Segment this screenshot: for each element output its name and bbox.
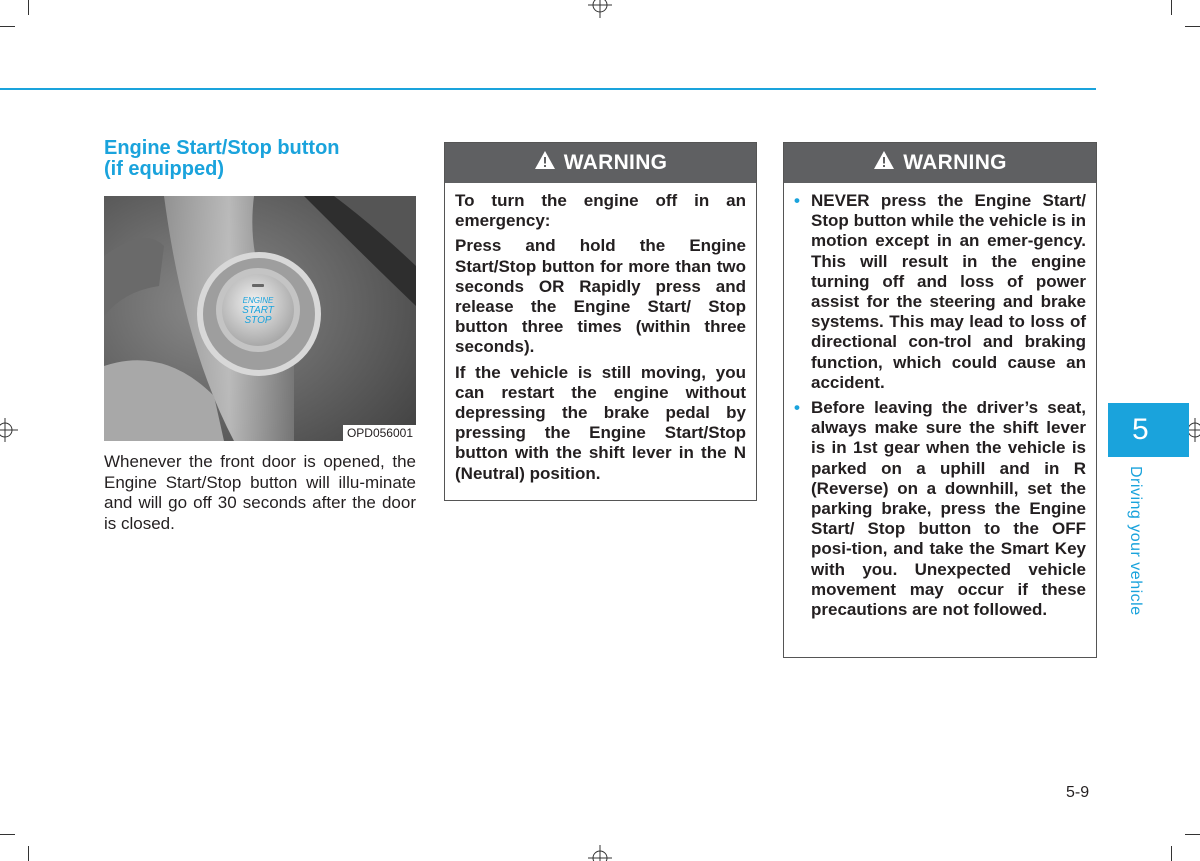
body-paragraph: Whenever the front door is opened, the Engine Start/Stop button will illu-minate and will go off 30 seconds after the door is closed. (104, 452, 416, 533)
button-text-start: START (242, 305, 274, 316)
bullet-dot-icon: • (794, 398, 800, 418)
warning-paragraph: Press and hold the Engine Start/Stop button for more than two seconds OR Rapidly press and release the Engine Start/ Stop button three times (within three seconds). (455, 236, 746, 357)
warning-list (794, 191, 1086, 620)
list-item-text: Before leaving the driver’s seat, always make sure the shift lever is in 1st gear when the vehicle is parked on a uphill and in R (Reverse) on a downhill, set the parking brake, press the Engine Start/ Stop button to the OFF posi-tion, and take the Smart Key with you. Unexpected vehicle movement may occur if these precautions are not followed. (811, 398, 1086, 620)
crop-mark (28, 0, 29, 15)
section-title-line1: Engine Start/Stop button (104, 137, 340, 159)
crop-mark (1185, 834, 1200, 835)
warning-header-label: WARNING (563, 151, 668, 174)
warning-header (445, 143, 756, 183)
warning-paragraph: To turn the engine off in an emergency: (455, 191, 746, 231)
warning-triangle-icon (534, 150, 556, 176)
crop-mark (28, 846, 29, 861)
engine-button-photo (104, 196, 416, 441)
crop-mark (1171, 846, 1172, 861)
crop-mark (0, 834, 15, 835)
crop-mark (1171, 0, 1172, 15)
section-heading (104, 138, 416, 180)
photo-code: OPD056001 (343, 425, 416, 441)
warning-body (784, 183, 1096, 635)
list-item (794, 398, 1086, 620)
warning-box-1 (444, 142, 757, 501)
header-rule (0, 88, 1096, 90)
chapter-tab (1108, 403, 1189, 457)
chapter-number: 5 (1132, 413, 1149, 446)
warning-box-2 (783, 142, 1097, 658)
list-item-text: NEVER press the Engine Start/ Stop button while the vehicle is in motion except in an emer-gency. This will result in the engine turning off and loss of power assist for the steering and brake systems. This may lead to loss of directional con-trol and braking function, which could cause an accident. (811, 191, 1086, 392)
warning-header (784, 143, 1096, 183)
warning-triangle-icon (873, 150, 895, 176)
crop-mark (1185, 26, 1200, 27)
warning-body (445, 183, 756, 499)
dashboard-illustration (104, 196, 416, 441)
page-number: 5-9 (1066, 784, 1090, 801)
list-item (794, 191, 1086, 393)
button-text-engine: ENGINE (242, 296, 274, 305)
registration-mark-icon (588, 0, 612, 20)
section-title-line2: (if equipped) (104, 158, 224, 180)
warning-paragraph: If the vehicle is still moving, you can restart the engine without depressing the brake pedal by pressing the Engine Start/Stop button with the shift lever in the N (Neutral) position. (455, 362, 746, 483)
crop-mark (0, 26, 15, 27)
registration-mark-icon (0, 418, 20, 442)
button-text-stop: STOP (244, 315, 272, 326)
chapter-label: Driving your vehicle (1127, 466, 1144, 616)
warning-header-label: WARNING (903, 151, 1007, 174)
registration-mark-icon (588, 843, 612, 861)
bullet-dot-icon: • (794, 191, 800, 210)
